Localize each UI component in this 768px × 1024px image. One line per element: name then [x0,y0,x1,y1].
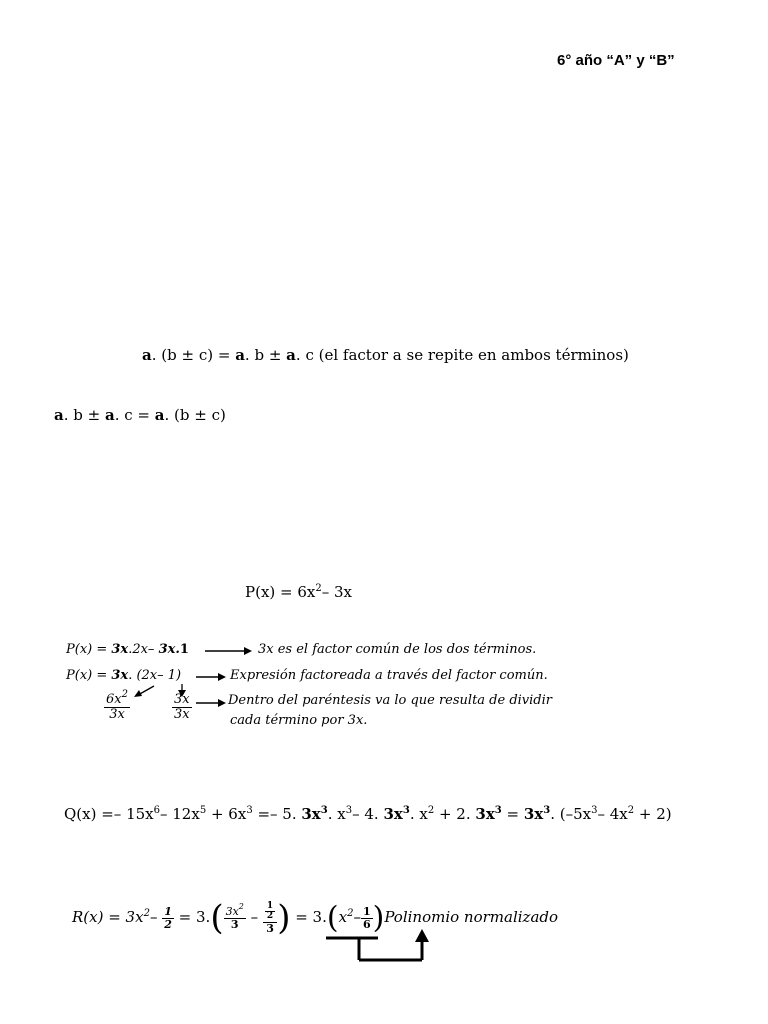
exponent: 2 [121,689,128,700]
paren-close: ) [372,900,385,936]
eq-part: . x [327,805,346,823]
common-factor: 3x [383,805,403,823]
eq-part: = [501,805,524,823]
paren-close: ) [277,898,291,938]
fraction-1-over-2 [162,906,174,930]
numerator: 3x [225,904,239,918]
exponent: 5 [199,805,207,816]
paren-open: ( [210,898,224,938]
common-factor: 3x [111,642,129,657]
eq-part: – 3x [321,583,353,601]
eq-part: . [175,642,180,657]
step2-expression [66,668,181,683]
numerator: 6x [106,692,122,707]
denominator: 3 [266,921,274,935]
eq-part: – 4x [597,805,628,823]
eq-part: + 2) [634,805,672,823]
step1-expression [66,642,189,657]
exponent: 3 [402,805,410,816]
exponent: 6 [153,805,160,816]
eq-part: – 4. [352,805,384,823]
common-factor: 3x [111,668,129,683]
fraction-1-over-6 [361,906,373,930]
factor-a: a [142,346,152,364]
eq-part: . (–5x [550,805,592,823]
fraction-3x2-over-3 [224,901,246,931]
bracket-arrow-icon [0,0,1,1]
exponent: 3 [320,805,328,816]
eq-part: . (2x– 1) [128,668,182,683]
denominator: 2 [266,911,274,922]
eq-part: – [149,908,158,926]
exponent: 2 [143,908,150,919]
step2-note: Expresión factoreada a través del factor común. [230,668,548,683]
numerator: 1 [362,904,371,918]
exponent: 3 [246,805,253,816]
paren-open: ( [326,900,339,936]
exponent: 3 [543,805,551,816]
factoring-rule [54,406,226,424]
distributive-property [142,346,629,364]
eq-part: 1 [179,642,189,657]
factor-a: a [235,346,245,364]
normalized-label: Polinomio normalizado [384,908,559,926]
fraction-3x-over-3x [172,693,192,721]
factor-a: a [286,346,296,364]
polynomial-p [245,583,352,601]
eq-part: + 6x [206,805,247,823]
common-factor: 3x [475,805,495,823]
denominator: 3 [230,917,239,931]
course-header: 6° año “A” y “B” [557,52,675,69]
step3-note-line2: cada término por 3x. [230,713,368,728]
denominator: 2 [164,917,172,931]
common-factor: 3x [158,642,176,657]
common-factor: 3x [301,805,321,823]
polynomial-r [72,898,558,938]
step1-note: 3x es el factor común de los dos términos. [258,642,537,657]
numerator: 1 [164,904,172,918]
fraction-6x2-over-3x [104,689,130,722]
eq-part: . (b ± c) = [151,346,236,364]
eq-part: – [353,908,361,926]
eq-part: P(x) = 6x [245,583,316,601]
denominator: 3x [174,706,190,722]
common-factor: 3x [523,805,544,823]
eq-part: – [245,908,263,926]
eq-part: .2x– [128,642,159,657]
eq-part: P(x) = [66,668,112,683]
eq-part: x [338,908,348,926]
factor-a: a [104,406,115,424]
eq-part: . c (el factor a se repite en ambos términos) [295,346,629,364]
factor-a: a [154,406,165,424]
exponent: 3 [494,805,502,816]
eq-part: + 2. [434,805,476,823]
numerator: 1 [266,900,274,911]
fraction-nested [263,902,277,934]
exponent: 2 [347,908,354,919]
eq-part: . c = [114,406,155,424]
exponent: 2 [427,805,435,816]
denominator: 3x [109,706,125,722]
eq-part: = 3. [290,908,327,926]
eq-part: P(x) = [66,642,112,657]
eq-part: = 3. [173,908,211,926]
exponent: 3 [345,805,353,816]
step3-note-line1: Dentro del paréntesis va lo que resulta de dividir [228,693,552,708]
exponent: 2 [238,901,244,911]
eq-part: . b ± [244,346,287,364]
factor-a: a [54,406,64,424]
eq-part: . b ± [63,406,105,424]
eq-part: Q(x) =– 15x [64,805,154,823]
eq-part: =– 5. [252,805,302,823]
eq-part: . (b ± c) [164,406,226,424]
exponent: 3 [591,805,598,816]
eq-part: . x [409,805,428,823]
polynomial-q [64,805,672,823]
exponent: 2 [315,583,322,594]
numerator: 3x [174,692,190,707]
exponent: 2 [627,805,635,816]
eq-part: R(x) = 3x [72,908,144,926]
eq-part: – 12x [160,805,200,823]
denominator: 6 [362,917,371,931]
